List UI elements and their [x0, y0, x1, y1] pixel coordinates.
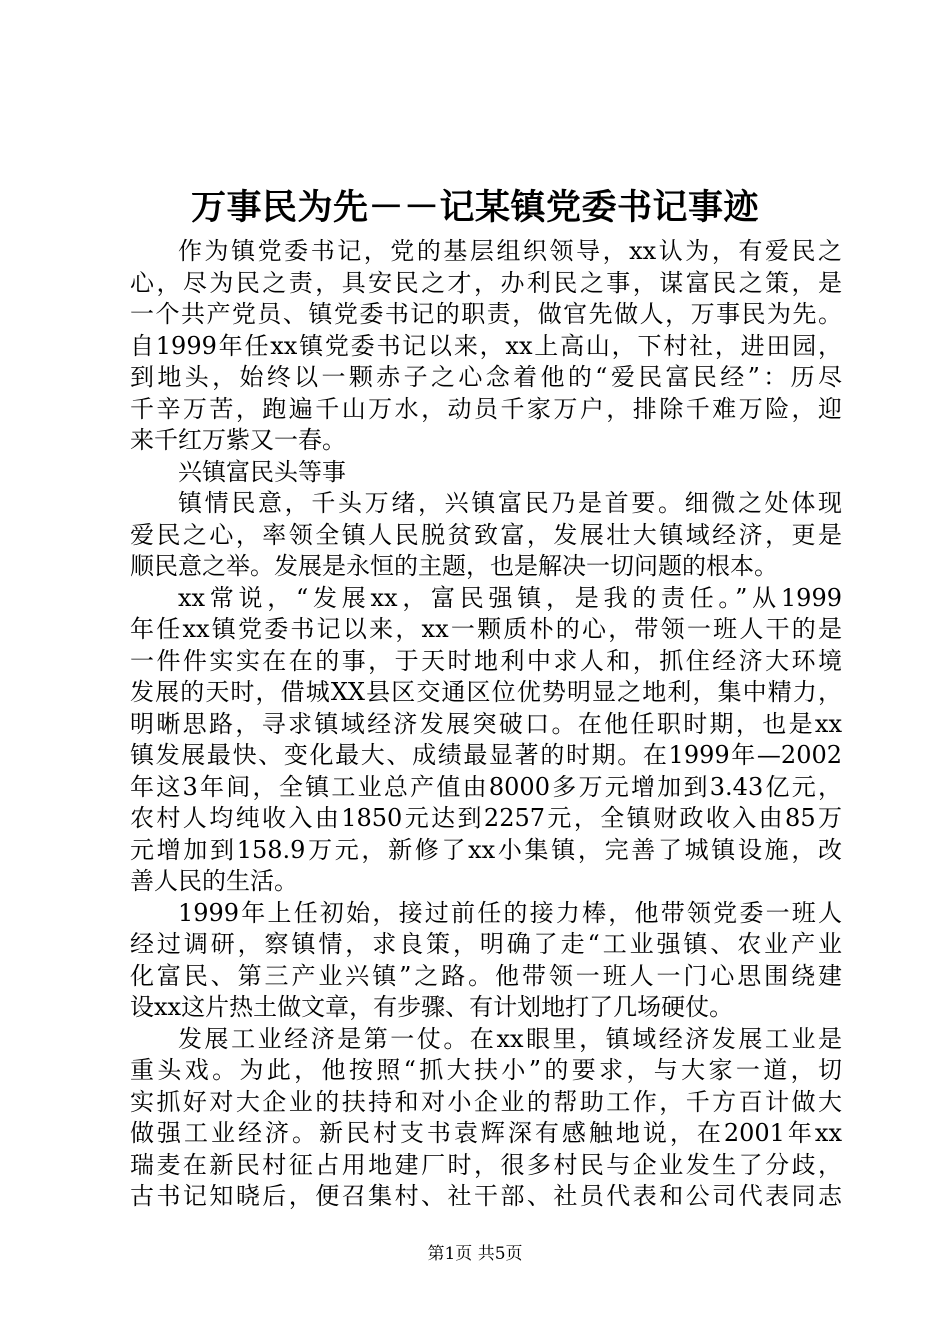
text-line: 心，尽为民之责，具安民之才，办利民之事，谋富民之策，是 [130, 268, 842, 297]
text-line: 镇发展最快、变化最大、成绩最显著的时期。在1999年—2002 [130, 741, 842, 769]
text-line: 镇情民意，千头万绪，兴镇富民乃是首要。细微之处体现 [178, 489, 842, 517]
text-line: 化富民、第三产业兴镇”之路。他带领一班人一门心思围绕建 [130, 961, 842, 990]
text-line: 自1999年任xx镇党委书记以来，xx上高山，下村社，进田园， [130, 331, 842, 360]
text-line: 农村人均纯收入由1850元达到2257元，全镇财政收入由85万 [130, 804, 842, 832]
text-line: 实抓好对大企业的扶持和对小企业的帮助工作，千方百计做大 [130, 1087, 842, 1116]
page-footer: 第1页 共5页 [427, 1244, 523, 1264]
text-line: 到地头，始终以一颗赤子之心念着他的“爱民富民经”：历尽 [130, 363, 842, 391]
text-line: 年这3年间，全镇工业总产值由8000多万元增加到3.43亿元， [130, 772, 842, 801]
text-line: 重头戏。为此，他按照“抓大扶小”的要求，与大家一道，切 [130, 1056, 842, 1084]
text-line: 来千红万紫又一春。 [130, 426, 346, 454]
text-line: 千辛万苦，跑遍千山万水，动员千家万户，排除千难万险，迎 [130, 394, 842, 423]
document-body [130, 236, 842, 1213]
text-line: 发展工业经济是第一仗。在xx眼里，镇域经济发展工业是 [178, 1024, 842, 1053]
text-line: 瑞麦在新民村征占用地建厂时，很多村民与企业发生了分歧， [130, 1150, 842, 1179]
text-line: 爱民之心，率领全镇人民脱贫致富，发展壮大镇域经济，更是 [130, 520, 842, 549]
document-title: 万事民为先－－记某镇党委书记事迹 [190, 187, 759, 228]
text-line: 兴镇富民头等事 [178, 457, 346, 486]
text-line: 经过调研，察镇情，求良策，明确了走“工业强镇、农业产业 [130, 930, 842, 958]
text-line: 作为镇党委书记，党的基层组织领导，xx认为，有爱民之 [178, 237, 842, 265]
text-line: 1999年上任初始，接过前任的接力棒，他带领党委一班人 [178, 898, 842, 927]
text-line: 一个共产党员、镇党委书记的职责，做官先做人，万事民为先。 [130, 300, 842, 328]
text-line: 年任xx镇党委书记以来，xx一颗质朴的心，带领一班人干的是 [130, 615, 842, 643]
text-line: 发展的天时，借城XX县区交通区位优势明显之地利，集中精力， [130, 678, 842, 706]
text-line: 设xx这片热土做文章，有步骤、有计划地打了几场硬仗。 [130, 993, 734, 1021]
text-line: xx常说，“发展xx，富民强镇，是我的责任。”从1999 [178, 583, 842, 612]
text-line: 元增加到158.9万元，新修了xx小集镇，完善了城镇设施，改 [130, 835, 842, 864]
text-line: 做强工业经济。新民村支书袁辉深有感触地说，在2001年xx [130, 1119, 842, 1147]
text-line: 顺民意之举。发展是永恒的主题，也是解决一切问题的根本。 [130, 552, 778, 580]
text-line: 一件件实实在在的事，于天时地利中求人和，抓住经济大环境 [130, 646, 842, 675]
text-line: 善人民的生活。 [130, 867, 298, 895]
text-line: 古书记知晓后，便召集村、社干部、社员代表和公司代表同志 [130, 1182, 842, 1210]
text-line: 明晰思路，寻求镇域经济发展突破口。在他任职时期，也是xx [130, 709, 842, 738]
